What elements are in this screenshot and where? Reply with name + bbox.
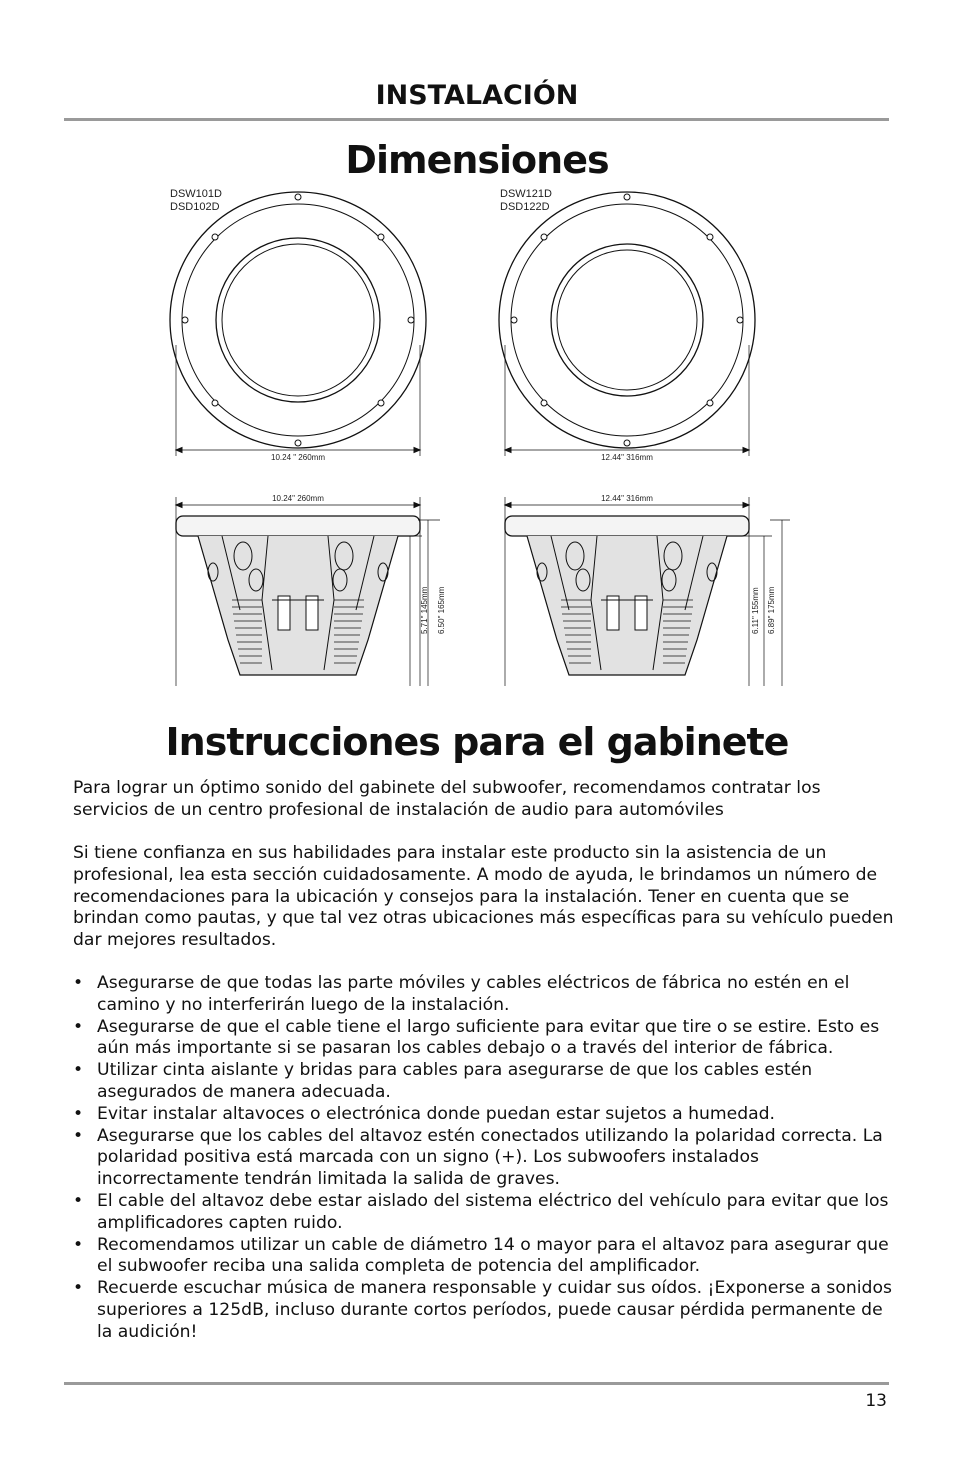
cabinet-title: Instrucciones para el gabinete bbox=[165, 720, 789, 764]
footer-rule bbox=[64, 1382, 889, 1385]
section-header: INSTALACIÓN bbox=[375, 80, 579, 111]
right-top-width-label: 12.44" 316mm bbox=[601, 453, 653, 462]
left-depth-b-label: 6.50" 165mm bbox=[437, 586, 446, 634]
left-top-view bbox=[170, 192, 426, 456]
left-model-a: DSW101D bbox=[170, 188, 222, 200]
list-item: • Asegurarse de que todas las parte móviles y cables eléctricos de fábrica no estén en el camino y no interferirán luego de la instalación. bbox=[73, 973, 898, 1017]
right-model-a: DSW121D bbox=[500, 188, 552, 200]
right-depth-b-label: 6.89" 175mm bbox=[767, 586, 776, 634]
left-model-b: DSD102D bbox=[170, 201, 220, 213]
left-side-width-label: 10.24" 260mm bbox=[272, 494, 324, 503]
recommendations-list bbox=[73, 973, 898, 1344]
list-item: • Evitar instalar altavoces o electrónica donde puedan estar sujetos a humedad. bbox=[73, 1104, 898, 1126]
left-top-width-label: 10.24 " 260mm bbox=[271, 453, 325, 462]
dimension-drawings bbox=[0, 0, 954, 700]
list-item: • Asegurarse que los cables del altavoz estén conectados utilizando la polaridad correcta. La polaridad positiva está marcada con un signo (+). Los subwoofers instalados incorrectamente tendrán limitada la salida de graves. bbox=[73, 1126, 898, 1191]
right-side-view bbox=[505, 497, 790, 690]
right-top-view bbox=[499, 192, 755, 456]
left-depth-a-label: 5.71" 145mm bbox=[420, 586, 429, 634]
right-depth-a-label: 6.11" 155mm bbox=[751, 587, 760, 634]
list-item: • Asegurarse de que el cable tiene el largo suficiente para evitar que tire o se estire. Esto es aún más importante si se pasaran los cables debajo o a través del interior de fábrica. bbox=[73, 1017, 898, 1061]
list-item: • Utilizar cinta aislante y bridas para cables para asegurarse de que los cables estén asegurados de manera adecuada. bbox=[73, 1060, 898, 1104]
page-number: 13 bbox=[865, 1391, 887, 1411]
left-side-view bbox=[176, 497, 440, 690]
list-item: • Recomendamos utilizar un cable de diámetro 14 o mayor para el altavoz para asegurar que el subwoofer reciba una salida completa de potencia del amplificador. bbox=[73, 1235, 898, 1279]
intro-paragraph: Para lograr un óptimo sonido del gabinete del subwoofer, recomendamos contratar los servicios de un centro profesional de instalación de audio para automóviles bbox=[73, 778, 821, 820]
guidance-paragraph: Si tiene confianza en sus habilidades para instalar este producto sin la asistencia de un profesional, lea esta sección cuidadosamente. A modo de ayuda, le brindamos un número de recomendaciones para la ubicación y consejos para la instalación. Tener en cuenta que se brindan como pautas, y que tal vez otras ubicaciones más específicas para su vehículo pueden dar mejores resultados. bbox=[73, 843, 894, 951]
right-side-width-label: 12.44" 316mm bbox=[601, 494, 653, 503]
right-model-b: DSD122D bbox=[500, 201, 550, 213]
list-item: • Recuerde escuchar música de manera responsable y cuidar sus oídos. ¡Exponerse a sonidos superiores a 125dB, incluso durante cortos períodos, puede causar pérdida permanente de la audición! bbox=[73, 1278, 898, 1343]
dimensions-title: Dimensiones bbox=[345, 138, 609, 182]
list-item: • El cable del altavoz debe estar aislado del sistema eléctrico del vehículo para evitar que los amplificadores capten ruido. bbox=[73, 1191, 898, 1235]
